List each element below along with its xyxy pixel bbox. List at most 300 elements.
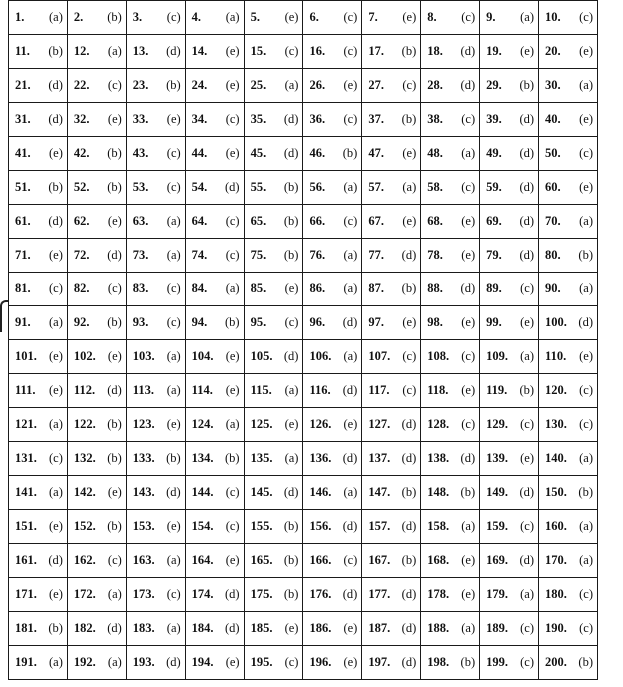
question-number: 6. <box>309 9 319 24</box>
answer-cell-content <box>133 485 181 500</box>
answer-cell-content <box>545 655 593 670</box>
answer-option: (b) <box>283 519 299 534</box>
answer-cell-content <box>486 44 534 59</box>
answer-option: (b) <box>166 77 181 92</box>
answer-option: (e) <box>402 315 417 330</box>
answer-option: (a) <box>579 213 593 228</box>
question-number: 40. <box>545 111 561 126</box>
question-number: 84. <box>191 281 208 296</box>
answer-option: (e) <box>49 349 63 364</box>
answer-cell-content <box>545 248 593 263</box>
answer-option: (c) <box>343 43 358 58</box>
answer-cell-content <box>133 587 181 602</box>
answer-cell <box>480 510 539 544</box>
answer-cell-content <box>368 417 416 432</box>
answer-option: (e) <box>49 247 63 262</box>
question-number: 110. <box>545 349 567 364</box>
answer-cell-content <box>309 281 357 296</box>
question-number: 173. <box>132 586 155 601</box>
question-number: 20. <box>545 43 561 58</box>
question-number: 50. <box>545 145 561 160</box>
answer-cell <box>362 374 421 408</box>
answer-option: (b) <box>401 485 417 500</box>
answer-cell <box>244 442 303 476</box>
answer-cell-content <box>368 587 416 602</box>
answer-option: (c) <box>166 145 181 160</box>
answer-cell-content <box>309 451 357 466</box>
answer-cell <box>244 102 303 136</box>
question-number: 31. <box>15 111 31 126</box>
answer-row <box>9 136 598 170</box>
answer-option: (e) <box>166 519 181 534</box>
answer-cell-content <box>486 621 534 636</box>
answer-option: (a) <box>579 451 593 466</box>
answer-option: (a) <box>284 77 299 92</box>
question-number: 44. <box>191 145 208 160</box>
answer-option: (a) <box>343 349 358 364</box>
answer-cell-content <box>15 281 63 296</box>
answer-option: (c) <box>402 349 417 364</box>
answer-option: (b) <box>48 43 63 58</box>
question-number: 174. <box>191 586 214 601</box>
answer-cell <box>303 442 362 476</box>
answer-key-body <box>9 1 598 680</box>
answer-cell <box>539 340 598 374</box>
answer-cell <box>539 136 598 170</box>
answer-option: (e) <box>461 213 476 228</box>
answer-option: (d) <box>224 586 240 601</box>
question-number: 137. <box>368 451 391 466</box>
answer-cell-content <box>251 553 299 568</box>
answer-option: (e) <box>166 417 181 432</box>
answer-cell-content <box>251 248 299 263</box>
answer-cell-content <box>309 485 357 500</box>
question-number: 152. <box>73 519 96 534</box>
question-number: 67. <box>368 213 384 228</box>
answer-option: (a) <box>520 349 535 364</box>
question-number: 106. <box>309 349 332 364</box>
answer-option: (c) <box>284 43 299 58</box>
answer-cell <box>421 408 480 442</box>
answer-option: (d) <box>48 213 63 228</box>
answer-option: (c) <box>579 586 593 601</box>
answer-option: (d) <box>48 111 63 126</box>
answer-option: (d) <box>283 485 299 500</box>
answer-option: (c) <box>343 552 358 567</box>
answer-cell <box>539 611 598 645</box>
question-number: 38. <box>427 111 443 126</box>
answer-cell <box>303 204 362 238</box>
answer-cell <box>421 374 480 408</box>
answer-cell <box>185 510 244 544</box>
question-number: 118. <box>427 383 449 398</box>
answer-option: (c) <box>402 383 417 398</box>
answer-cell-content <box>15 349 63 364</box>
answer-option: (a) <box>166 247 181 262</box>
answer-option: (a) <box>579 281 593 296</box>
answer-option: (b) <box>224 451 240 466</box>
answer-cell-content <box>486 315 534 330</box>
answer-cell-content <box>368 383 416 398</box>
answer-option: (c) <box>461 349 476 364</box>
answer-cell-content <box>133 349 181 364</box>
answer-cell-content <box>133 112 181 127</box>
question-number: 75. <box>250 247 267 262</box>
answer-cell <box>480 34 539 68</box>
question-number: 182. <box>73 620 96 635</box>
answer-cell <box>480 204 539 238</box>
question-number: 189. <box>486 620 508 635</box>
answer-cell <box>9 374 68 408</box>
answer-option: (b) <box>460 485 476 500</box>
answer-cell-content <box>486 485 534 500</box>
question-number: 122. <box>73 417 96 432</box>
answer-cell-content <box>545 214 593 229</box>
answer-option: (c) <box>225 485 240 500</box>
answer-cell <box>421 306 480 340</box>
question-number: 25. <box>250 77 267 92</box>
answer-cell <box>362 204 421 238</box>
answer-cell-content <box>309 315 357 330</box>
answer-option: (a) <box>107 586 122 601</box>
question-number: 116. <box>309 383 331 398</box>
answer-cell-content <box>486 10 534 25</box>
answer-option: (a) <box>461 519 476 534</box>
answer-cell-content <box>545 112 593 127</box>
answer-cell <box>539 170 598 204</box>
answer-cell <box>9 272 68 306</box>
answer-cell-content <box>74 519 122 534</box>
answer-cell-content <box>251 451 299 466</box>
answer-cell <box>126 476 185 510</box>
answer-option: (c) <box>225 247 240 262</box>
question-number: 78. <box>427 247 443 262</box>
answer-row <box>9 34 598 68</box>
answer-cell-content <box>74 655 122 670</box>
answer-cell-content <box>74 180 122 195</box>
answer-cell <box>480 170 539 204</box>
answer-option: (e) <box>166 111 181 126</box>
answer-option: (e) <box>579 43 593 58</box>
answer-cell <box>9 408 68 442</box>
answer-cell-content <box>486 655 534 670</box>
answer-cell <box>9 611 68 645</box>
answer-option: (c) <box>461 9 476 24</box>
answer-option: (e) <box>225 43 240 58</box>
answer-cell-content <box>486 214 534 229</box>
answer-option: (b) <box>283 247 299 262</box>
answer-cell <box>126 442 185 476</box>
question-number: 136. <box>309 451 332 466</box>
answer-cell <box>421 204 480 238</box>
question-number: 181. <box>15 620 37 635</box>
answer-option: (a) <box>579 77 593 92</box>
answer-cell <box>244 170 303 204</box>
answer-cell-content <box>192 78 240 93</box>
answer-row <box>9 238 598 272</box>
answer-cell-content <box>192 655 240 670</box>
answer-cell <box>362 544 421 578</box>
answer-cell <box>126 374 185 408</box>
answer-cell-content <box>251 315 299 330</box>
answer-option: (c) <box>402 77 417 92</box>
answer-option: (a) <box>520 9 535 24</box>
answer-cell-content <box>15 417 63 432</box>
answer-option: (b) <box>460 654 476 669</box>
answer-option: (d) <box>342 315 358 330</box>
question-number: 167. <box>368 552 391 567</box>
answer-option: (a) <box>49 417 63 432</box>
answer-option: (a) <box>107 43 122 58</box>
answer-option: (e) <box>579 179 593 194</box>
answer-option: (e) <box>284 9 299 24</box>
answer-option: (c) <box>343 9 358 24</box>
question-number: 190. <box>545 620 567 635</box>
answer-row <box>9 340 598 374</box>
answer-cell-content <box>309 553 357 568</box>
answer-option: (c) <box>520 654 535 669</box>
answer-cell <box>9 68 68 102</box>
question-number: 112. <box>73 383 96 398</box>
answer-option: (d) <box>107 620 122 635</box>
question-number: 68. <box>427 213 443 228</box>
question-number: 179. <box>486 586 508 601</box>
question-number: 21. <box>15 77 31 92</box>
answer-option: (e) <box>49 383 63 398</box>
answer-cell-content <box>192 417 240 432</box>
answer-cell-content <box>486 587 534 602</box>
answer-option: (c) <box>166 179 181 194</box>
answer-cell <box>362 170 421 204</box>
question-number: 191. <box>15 654 37 669</box>
answer-option: (d) <box>519 552 535 567</box>
question-number: 166. <box>309 552 332 567</box>
answer-cell <box>480 476 539 510</box>
answer-cell <box>9 510 68 544</box>
answer-option: (b) <box>283 179 299 194</box>
answer-cell <box>480 102 539 136</box>
answer-option: (d) <box>578 315 593 330</box>
answer-option: (b) <box>283 552 299 567</box>
question-number: 101. <box>15 349 37 364</box>
answer-option: (d) <box>401 247 417 262</box>
answer-key-table <box>8 0 598 680</box>
question-number: 113. <box>132 383 154 398</box>
answer-cell-content <box>251 587 299 602</box>
answer-cell <box>67 204 126 238</box>
answer-cell <box>126 645 185 679</box>
answer-option: (d) <box>519 111 535 126</box>
answer-cell <box>9 544 68 578</box>
question-number: 198. <box>427 654 450 669</box>
answer-cell <box>539 577 598 611</box>
answer-cell-content <box>15 621 63 636</box>
answer-cell-content <box>427 44 475 59</box>
answer-cell-content <box>545 44 593 59</box>
answer-option: (a) <box>579 519 593 534</box>
answer-option: (d) <box>460 451 476 466</box>
answer-cell-content <box>427 621 475 636</box>
answer-cell-content <box>486 146 534 161</box>
answer-option: (c) <box>166 586 181 601</box>
answer-cell-content <box>74 248 122 263</box>
answer-cell <box>9 238 68 272</box>
answer-cell <box>185 408 244 442</box>
answer-cell <box>126 68 185 102</box>
question-number: 199. <box>486 654 508 669</box>
answer-cell-content <box>15 485 63 500</box>
answer-cell-content <box>545 485 593 500</box>
question-number: 139. <box>486 451 508 466</box>
answer-cell <box>126 34 185 68</box>
answer-cell <box>362 306 421 340</box>
answer-option: (e) <box>402 9 417 24</box>
question-number: 160. <box>545 519 567 534</box>
answer-cell <box>126 272 185 306</box>
answer-cell <box>303 102 362 136</box>
question-number: 64. <box>191 213 208 228</box>
answer-cell-content <box>427 587 475 602</box>
answer-cell <box>244 577 303 611</box>
answer-cell <box>126 136 185 170</box>
answer-option: (d) <box>401 620 417 635</box>
answer-option: (c) <box>343 213 358 228</box>
answer-cell <box>244 238 303 272</box>
answer-cell-content <box>15 78 63 93</box>
answer-option: (e) <box>343 620 358 635</box>
answer-cell <box>480 645 539 679</box>
answer-cell <box>480 238 539 272</box>
answer-cell <box>362 340 421 374</box>
answer-cell <box>362 34 421 68</box>
question-number: 74. <box>191 247 208 262</box>
answer-option: (e) <box>107 111 122 126</box>
answer-cell <box>421 442 480 476</box>
answer-row <box>9 68 598 102</box>
answer-cell-content <box>368 10 416 25</box>
answer-option: (e) <box>461 383 476 398</box>
question-number: 123. <box>132 417 155 432</box>
answer-cell <box>303 34 362 68</box>
answer-cell-content <box>133 621 181 636</box>
answer-row <box>9 408 598 442</box>
answer-cell <box>421 577 480 611</box>
answer-cell <box>539 1 598 35</box>
question-number: 186. <box>309 620 332 635</box>
answer-cell-content <box>368 655 416 670</box>
question-number: 170. <box>545 552 567 567</box>
answer-option: (a) <box>579 552 593 567</box>
answer-cell-content <box>545 519 593 534</box>
question-number: 187. <box>368 620 391 635</box>
question-number: 107. <box>368 349 391 364</box>
answer-cell-content <box>427 655 475 670</box>
question-number: 92. <box>73 315 90 330</box>
question-number: 151. <box>15 519 37 534</box>
answer-cell <box>9 645 68 679</box>
answer-option: (c) <box>579 145 593 160</box>
answer-cell-content <box>251 383 299 398</box>
question-number: 197. <box>368 654 391 669</box>
question-number: 7. <box>368 9 378 24</box>
question-number: 79. <box>486 247 502 262</box>
answer-cell <box>126 238 185 272</box>
answer-option: (c) <box>520 281 535 296</box>
answer-cell <box>126 204 185 238</box>
answer-cell <box>185 34 244 68</box>
answer-option: (e) <box>107 349 122 364</box>
answer-option: (b) <box>283 586 299 601</box>
answer-cell-content <box>545 451 593 466</box>
answer-cell-content <box>74 383 122 398</box>
answer-cell-content <box>251 10 299 25</box>
question-number: 48. <box>427 145 443 160</box>
answer-cell <box>67 476 126 510</box>
question-number: 83. <box>132 281 149 296</box>
answer-cell-content <box>133 451 181 466</box>
answer-cell-content <box>192 214 240 229</box>
answer-cell <box>67 34 126 68</box>
answer-option: (b) <box>578 247 593 262</box>
answer-cell-content <box>427 451 475 466</box>
question-number: 176. <box>309 586 332 601</box>
answer-cell <box>480 544 539 578</box>
answer-option: (d) <box>460 77 476 92</box>
question-number: 124. <box>191 417 214 432</box>
question-number: 103. <box>132 349 155 364</box>
question-number: 185. <box>250 620 273 635</box>
question-number: 71. <box>15 247 31 262</box>
answer-cell-content <box>251 281 299 296</box>
question-number: 200. <box>545 654 567 669</box>
question-number: 12. <box>73 43 90 58</box>
answer-cell <box>539 306 598 340</box>
question-number: 157. <box>368 519 391 534</box>
answer-cell-content <box>251 621 299 636</box>
answer-option: (b) <box>224 315 240 330</box>
answer-cell-content <box>15 519 63 534</box>
answer-option: (c) <box>579 417 593 432</box>
question-number: 37. <box>368 111 384 126</box>
answer-cell <box>362 238 421 272</box>
answer-cell <box>421 102 480 136</box>
question-number: 175. <box>250 586 273 601</box>
answer-cell <box>126 408 185 442</box>
answer-cell-content <box>545 146 593 161</box>
answer-cell <box>362 611 421 645</box>
answer-option: (e) <box>107 485 122 500</box>
answer-cell <box>539 34 598 68</box>
answer-cell-content <box>309 621 357 636</box>
answer-cell-content <box>133 146 181 161</box>
answer-cell-content <box>545 281 593 296</box>
answer-cell-content <box>368 214 416 229</box>
answer-cell-content <box>427 214 475 229</box>
answer-cell <box>480 374 539 408</box>
answer-cell-content <box>251 519 299 534</box>
question-number: 88. <box>427 281 443 296</box>
question-number: 85. <box>250 281 267 296</box>
question-number: 65. <box>250 213 267 228</box>
question-number: 61. <box>15 213 31 228</box>
answer-cell-content <box>486 112 534 127</box>
answer-cell <box>185 442 244 476</box>
question-number: 82. <box>73 281 90 296</box>
question-number: 171. <box>15 586 37 601</box>
question-number: 162. <box>73 552 96 567</box>
answer-cell <box>9 1 68 35</box>
answer-option: (a) <box>343 247 358 262</box>
